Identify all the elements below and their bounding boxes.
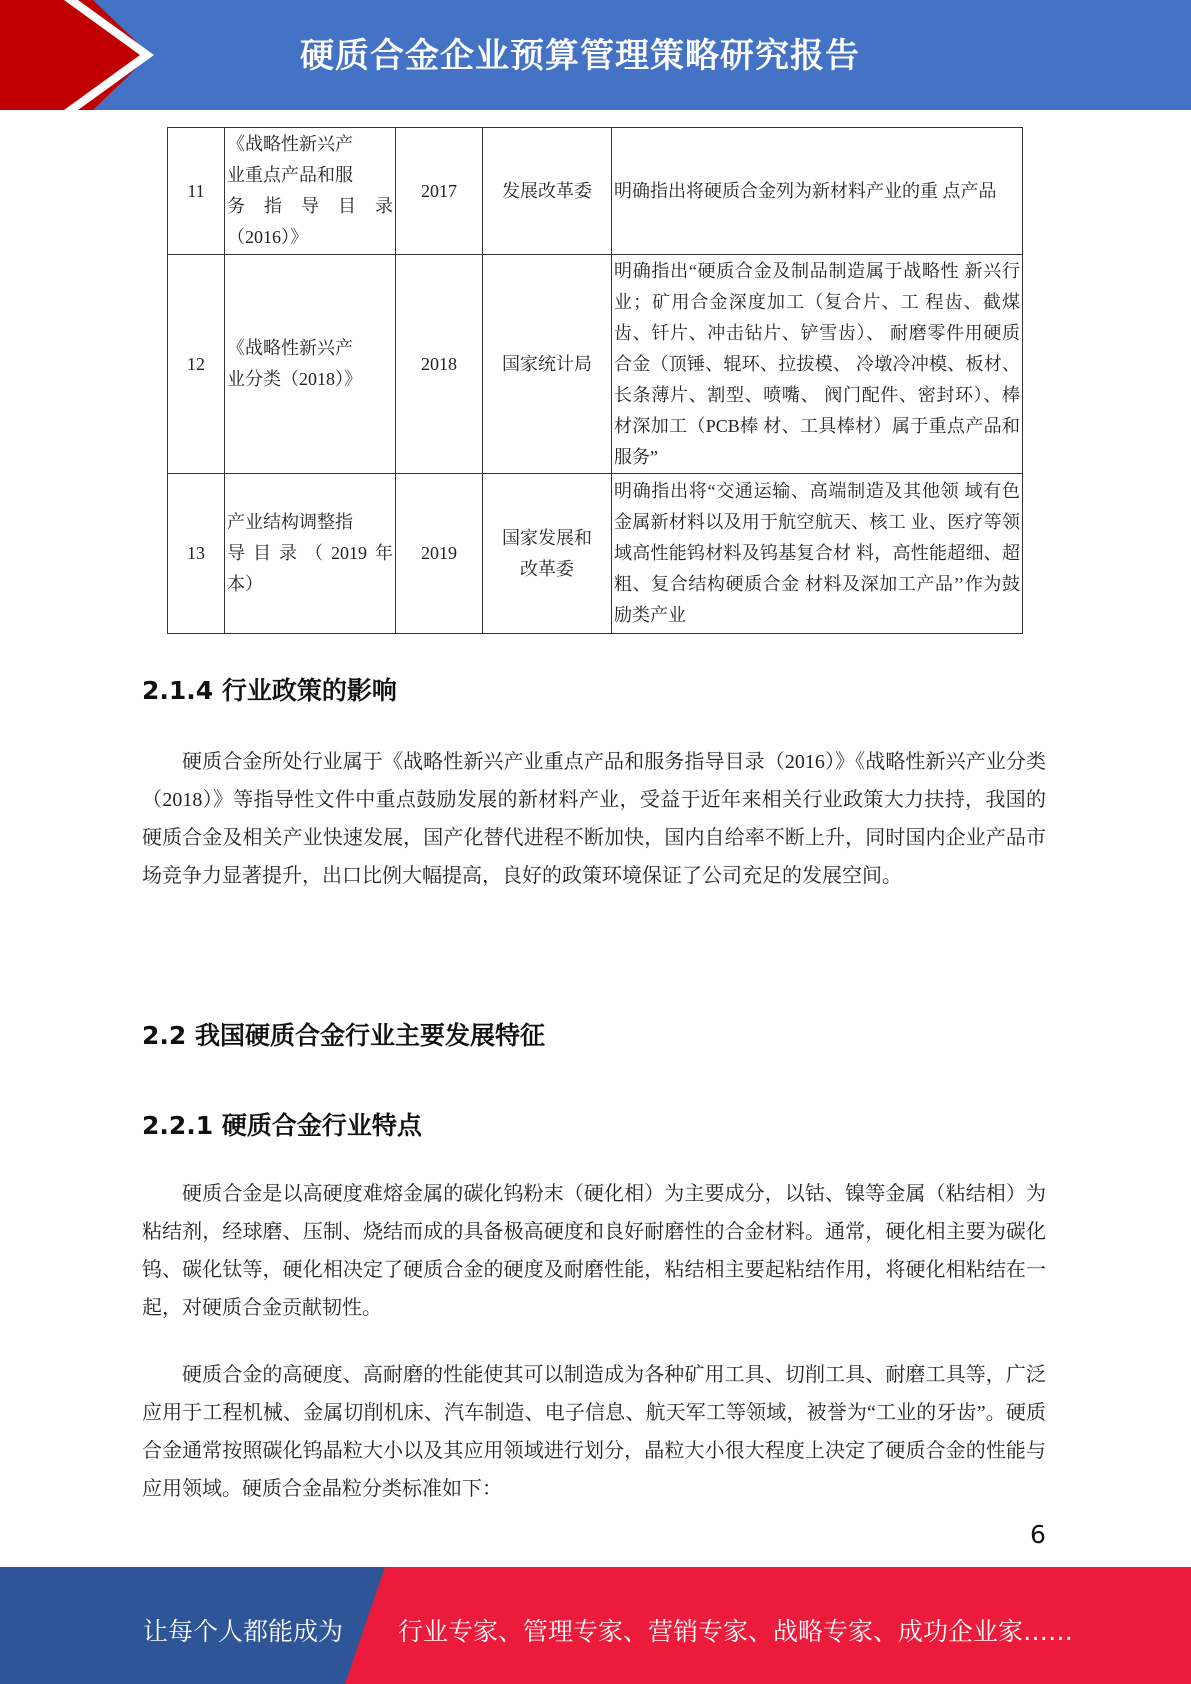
policy-description: 明确指出将“交通运输、高端制造及其他领 域有色金属新材料以及用于航空航天、核工 业、医疗等领域高性能钨材料及钨基复合材 料，高性能超细、超粗、复合结构硬质合金 材料及深加工产品’’作为鼓励类产业 — [612, 474, 1023, 634]
policy-name-line: 业重点产品和服 — [227, 165, 353, 185]
page-number: 6 — [1030, 1520, 1046, 1549]
section-heading-2-2: 2.2 我国硬质合金行业主要发展特征 — [142, 1021, 545, 1050]
footer-slogan-right: 行业专家、管理专家、营销专家、战略专家、成功企业家…… — [398, 1617, 1074, 1646]
policy-year: 2019 — [396, 474, 483, 634]
policy-name-line: 务 指 导 目 录 — [227, 196, 393, 216]
table-row — [168, 255, 1023, 474]
issuing-authority — [483, 255, 612, 474]
policy-name — [225, 474, 396, 634]
policy-description: 明确指出“硬质合金及制品制造属于战略性 新兴行业；矿用合金深度加工（复合片、工 程齿、截煤齿、钎片、冲击钻片、铲雪齿）、 耐磨零件用硬质合金（顶锤、辊环、拉拔模、 冷墩冷冲模、板材、长条薄片、割型、喷嘴、 阀门配件、密封环）、棒材深加工（PCB棒 材、工具棒材）属于重点产品和服务” — [612, 255, 1023, 474]
policy-table — [167, 127, 1023, 634]
row-number: 11 — [168, 128, 225, 255]
authority-line: 发展改革委 — [502, 180, 592, 201]
policy-name-line: 《战略性新兴产 — [227, 134, 353, 154]
policy-name-line: 导目录（2019年 — [227, 543, 393, 563]
issuing-authority — [483, 128, 612, 255]
document-title: 硬质合金企业预算管理策略研究报告 — [300, 36, 860, 76]
section-heading-2-2-1: 2.2.1 硬质合金行业特点 — [142, 1111, 422, 1140]
issuing-authority — [483, 474, 612, 634]
authority-line: 国家发展和 — [502, 527, 592, 548]
policy-year: 2018 — [396, 255, 483, 474]
row-number: 13 — [168, 474, 225, 634]
policy-name-line: 《战略性新兴产 — [227, 338, 353, 358]
policy-name — [225, 128, 396, 255]
authority-line: 国家统计局 — [502, 353, 592, 374]
policy-description: 明确指出将硬质合金列为新材料产业的重 点产品 — [612, 128, 1023, 255]
table-row — [168, 128, 1023, 255]
policy-year: 2017 — [396, 128, 483, 255]
footer-slogan-left: 让每个人都能成为 — [143, 1617, 344, 1646]
policy-name-line: （2016）》 — [227, 227, 308, 247]
table-row — [168, 474, 1023, 634]
policy-name-line: 业分类（2018）》 — [227, 369, 362, 389]
body-paragraph: 硬质合金所处行业属于《战略性新兴产业重点产品和服务指导目录（2016）》《战略性新兴产业分类（2018）》等指导性文件中重点鼓励发展的新材料产业，受益于近年来相关行业政策大力扶持，我国的硬质合金及相关产业快速发展，国产化替代进程不断加快，国内自给率不断上升，同时国内企业产品市场竞争力显著提升，出口比例大幅提高，良好的政策环境保证了公司充足的发展空间。 — [142, 751, 1046, 887]
authority-line: 改革委 — [520, 558, 574, 579]
policy-name-line: 本） — [227, 574, 263, 594]
section-heading-2-1-4: 2.1.4 行业政策的影响 — [142, 676, 397, 705]
row-number: 12 — [168, 255, 225, 474]
policy-name — [225, 255, 396, 474]
policy-name-line: 产业结构调整指 — [227, 512, 353, 532]
body-paragraph: 硬质合金的高硬度、高耐磨的性能使其可以制造成为各种矿用工具、切削工具、耐磨工具等，广泛应用于工程机械、金属切削机床、汽车制造、电子信息、航天军工等领域，被誉为“工业的牙齿”。硬质合金通常按照碳化钨晶粒大小以及其应用领域进行划分，晶粒大小很大程度上决定了硬质合金的性能与应用领域。硬质合金晶粒分类标准如下： — [142, 1364, 1046, 1500]
body-paragraph: 硬质合金是以高硬度难熔金属的碳化钨粉末（硬化相）为主要成分，以钴、镍等金属（粘结相）为粘结剂，经球磨、压制、烧结而成的具备极高硬度和良好耐磨性的合金材料。通常，硬化相主要为碳化钨、碳化钛等，硬化相决定了硬质合金的硬度及耐磨性能，粘结相主要起粘结作用，将硬化相粘结在一起，对硬质合金贡献韧性。 — [142, 1183, 1046, 1319]
